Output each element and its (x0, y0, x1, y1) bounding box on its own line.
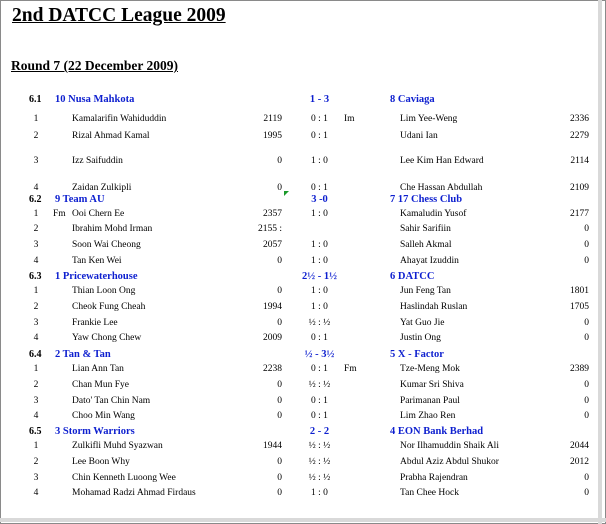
player2-name: Jun Feng Tan (400, 286, 451, 296)
game-result: 0 : 1 (311, 183, 328, 193)
player2-name: Abdul Aziz Abdul Shukor (400, 457, 499, 467)
game-result: 0 : 1 (311, 131, 328, 141)
player1-name: Lian Ann Tan (72, 364, 124, 374)
player2-name: Udani Ian (400, 131, 438, 141)
game-result: 1 : 0 (311, 488, 328, 498)
match-board-number: 6.5 (29, 426, 42, 437)
game-row (0, 409, 606, 424)
player2-rating: 0 (584, 224, 589, 234)
player1-rating: 0 (277, 488, 282, 498)
home-team-name: 9 Team AU (55, 194, 105, 205)
player1-name: Ooi Chern Ee (72, 209, 125, 219)
player2-name: Tan Chee Hock (400, 488, 459, 498)
home-team-name: 1 Pricewaterhouse (55, 271, 138, 282)
match-board-number: 6.2 (29, 194, 42, 205)
home-team-name: 3 Storm Warriors (55, 426, 135, 437)
board-number: 2 (33, 302, 39, 312)
game-row (0, 284, 606, 299)
player2-name: Kumar Sri Shiva (400, 380, 464, 390)
game-row (0, 238, 606, 253)
player1-name: Lee Boon Why (72, 457, 130, 467)
player2-name: Nor Ilhamuddin Shaik Ali (400, 441, 499, 451)
player2-rating: 2114 (570, 156, 589, 166)
game-row (0, 455, 606, 470)
player2-rating: 2109 (570, 183, 589, 193)
player1-rating: 2155 : (257, 224, 282, 234)
player2-rating: 0 (584, 318, 589, 328)
player1-name: Chan Mun Fye (72, 380, 129, 390)
player2-name: Parimanan Paul (400, 396, 460, 406)
game-result: 0 : 1 (311, 333, 328, 343)
game-result: 1 : 0 (311, 156, 328, 166)
board-number: 1 (33, 286, 39, 296)
player1-rating: 2238 (263, 364, 282, 374)
board-number: 2 (33, 457, 39, 467)
game-row (0, 207, 606, 222)
player2-rating: 2177 (570, 209, 589, 219)
match-score: 2½ - 1½ (302, 271, 337, 282)
player2-name: Kamaludin Yusof (400, 209, 467, 219)
game-row (0, 129, 606, 144)
player1-rating: 0 (277, 183, 282, 193)
game-row (0, 254, 606, 269)
game-row (0, 316, 606, 331)
round-heading: Round 7 (22 December 2009) (11, 58, 178, 73)
player1-name: Izz Saifuddin (72, 156, 123, 166)
player2-name: Lim Yee-Weng (400, 114, 458, 124)
game-result: 1 : 0 (311, 302, 328, 312)
player1-rating: 0 (277, 396, 282, 406)
player2-rating: 0 (584, 488, 589, 498)
board-number: 4 (33, 411, 39, 421)
player2-rating: 2336 (570, 114, 589, 124)
player1-name: Soon Wai Cheong (72, 240, 141, 250)
cell-comment-marker (284, 191, 289, 196)
player2-rating: 0 (584, 256, 589, 266)
game-result: 0 : 1 (311, 114, 328, 124)
player2-rating: 0 (584, 473, 589, 483)
game-result: 1 : 0 (311, 256, 328, 266)
board-number: 4 (33, 488, 39, 498)
game-row (0, 222, 606, 237)
player1-title: Fm (53, 209, 66, 219)
board-number: 1 (33, 209, 39, 219)
player2-name: Ahayat Izuddin (400, 256, 459, 266)
game-result: ½ : ½ (308, 473, 331, 483)
board-number: 1 (33, 441, 39, 451)
player1-name: Chin Kenneth Luoong Wee (72, 473, 176, 483)
game-row (0, 154, 606, 169)
game-row (0, 300, 606, 315)
player2-name: Sahir Sarifiin (400, 224, 451, 234)
player1-rating: 1944 (263, 441, 282, 451)
player2-rating: 1801 (570, 286, 589, 296)
player2-rating: 1705 (570, 302, 589, 312)
game-row (0, 112, 606, 127)
game-row (0, 394, 606, 409)
player1-name: Ibrahim Mohd Irman (72, 224, 153, 234)
player2-rating: 2044 (570, 441, 589, 451)
player1-name: Yaw Chong Chew (72, 333, 142, 343)
player2-rating: 2012 (570, 457, 589, 467)
board-number: 3 (33, 473, 39, 483)
board-number: 2 (33, 380, 39, 390)
game-row (0, 378, 606, 393)
player2-rating: 2279 (570, 131, 589, 141)
game-result: ½ : ½ (308, 380, 331, 390)
board-number: 4 (33, 256, 39, 266)
player1-name: Zaidan Zulkipli (72, 183, 132, 193)
player2-name: Lee Kim Han Edward (400, 156, 484, 166)
player2-name: Lim Zhao Ren (400, 411, 456, 421)
board-number: 3 (33, 396, 39, 406)
away-team-name: 8 Caviaga (390, 94, 435, 105)
player1-name: Thian Loon Ong (72, 286, 136, 296)
player2-rating: 0 (584, 411, 589, 421)
game-result: 1 : 0 (311, 286, 328, 296)
player1-name: Frankie Lee (72, 318, 118, 328)
match-score: ½ - 3½ (304, 349, 335, 360)
match-board-number: 6.3 (29, 271, 42, 282)
match-header-row (0, 92, 606, 107)
player2-name: Tze-Meng Mok (400, 364, 460, 374)
game-result: ½ : ½ (308, 457, 331, 467)
game-row (0, 331, 606, 346)
player1-name: Zulkifli Muhd Syazwan (72, 441, 163, 451)
match-score: 2 - 2 (309, 426, 330, 437)
player1-rating: 0 (277, 411, 282, 421)
player2-name: Salleh Akmal (400, 240, 452, 250)
player1-rating: 0 (277, 318, 282, 328)
board-number: 4 (33, 333, 39, 343)
player2-name: Haslindah Ruslan (400, 302, 468, 312)
player1-rating: 0 (277, 457, 282, 467)
game-result: ½ : ½ (308, 441, 331, 451)
player1-name: Rizal Ahmad Kamal (72, 131, 150, 141)
match-header-row (0, 424, 606, 439)
away-team-name: 6 DATCC (390, 271, 435, 282)
match-score: 3 -0 (311, 194, 328, 205)
game-result: 0 : 1 (311, 411, 328, 421)
player1-name: Tan Ken Wei (72, 256, 122, 266)
game-row (0, 362, 606, 377)
player1-rating: 0 (277, 156, 282, 166)
game-row (0, 439, 606, 454)
player1-name: Choo Min Wang (72, 411, 135, 421)
player2-rating: 0 (584, 380, 589, 390)
player1-rating: 0 (277, 473, 282, 483)
board-number: 3 (33, 156, 39, 166)
player2-title: Im (344, 114, 355, 124)
player1-rating: 0 (277, 256, 282, 266)
player1-name: Mohamad Radzi Ahmad Firdaus (72, 488, 196, 498)
away-team-name: 5 X - Factor (390, 349, 444, 360)
player1-rating: 0 (277, 286, 282, 296)
player2-rating: 0 (584, 396, 589, 406)
player2-rating: 0 (584, 240, 589, 250)
game-result: 0 : 1 (311, 396, 328, 406)
match-header-row (0, 269, 606, 284)
board-number: 2 (33, 131, 39, 141)
player2-name: Justin Ong (400, 333, 441, 343)
game-result: ½ : ½ (308, 318, 331, 328)
player2-rating: 0 (584, 333, 589, 343)
player2-name: Yat Guo Jie (400, 318, 445, 328)
player1-name: Kamalarifin Wahiduddin (72, 114, 167, 124)
match-board-number: 6.1 (29, 94, 42, 105)
board-number: 3 (33, 318, 39, 328)
player1-rating: 1995 (263, 131, 282, 141)
match-header-row (0, 192, 606, 207)
away-team-name: 7 17 Chess Club (390, 194, 463, 205)
player1-rating: 2057 (263, 240, 282, 250)
player1-rating: 2119 (263, 114, 282, 124)
match-score: 1 - 3 (309, 94, 330, 105)
game-result: 1 : 0 (311, 240, 328, 250)
player2-name: Che Hassan Abdullah (400, 183, 483, 193)
player1-rating: 1994 (263, 302, 282, 312)
game-row (0, 486, 606, 501)
player2-title: Fm (344, 364, 357, 374)
match-header-row (0, 347, 606, 362)
page-title: 2nd DATCC League 2009 (12, 5, 226, 26)
player1-rating: 2357 (263, 209, 282, 219)
away-team-name: 4 EON Bank Berhad (390, 426, 484, 437)
board-number: 2 (33, 224, 39, 234)
home-team-name: 10 Nusa Mahkota (55, 94, 135, 105)
board-number: 3 (33, 240, 39, 250)
player1-rating: 0 (277, 380, 282, 390)
board-number: 1 (33, 364, 39, 374)
match-board-number: 6.4 (29, 349, 42, 360)
board-number: 4 (33, 183, 39, 193)
player2-rating: 2389 (570, 364, 589, 374)
game-result: 0 : 1 (311, 364, 328, 374)
player1-rating: 2009 (263, 333, 282, 343)
game-row (0, 471, 606, 486)
player2-name: Prabha Rajendran (400, 473, 468, 483)
game-result: 1 : 0 (311, 209, 328, 219)
player1-name: Dato' Tan Chin Nam (72, 396, 151, 406)
board-number: 1 (33, 114, 39, 124)
home-team-name: 2 Tan & Tan (55, 349, 111, 360)
player1-name: Cheok Fung Cheah (72, 302, 146, 312)
